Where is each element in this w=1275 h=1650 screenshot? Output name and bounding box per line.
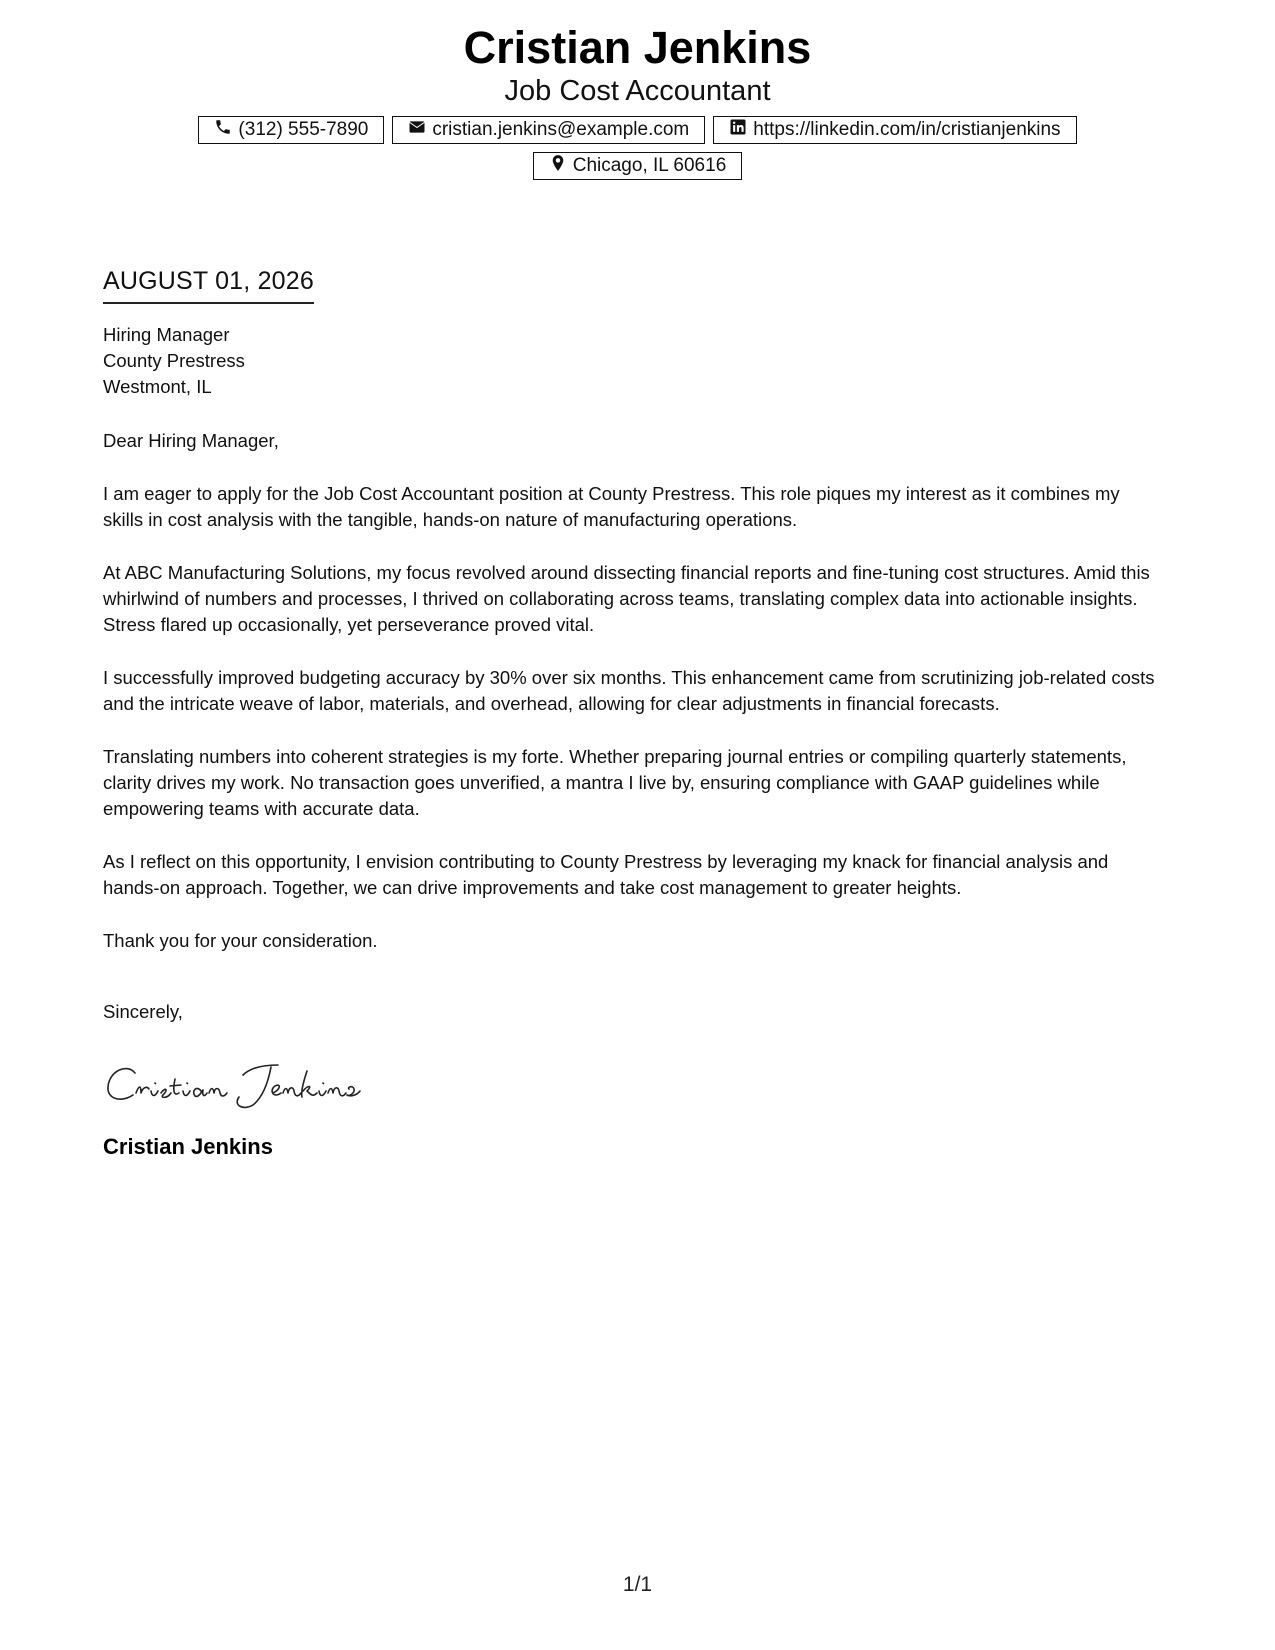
signer-name: Cristian Jenkins (103, 1134, 273, 1159)
recipient-company: County Prestress (103, 350, 245, 371)
recipient-title: Hiring Manager (103, 324, 230, 345)
recipient-block (103, 322, 1163, 400)
letter-body (103, 266, 1163, 1161)
contact-row (0, 116, 1275, 144)
candidate-name: Cristian Jenkins (463, 22, 812, 73)
contact-row-2 (0, 152, 1275, 180)
phone-text: (312) 555-7890 (238, 119, 369, 140)
email-contact[interactable] (392, 116, 705, 144)
closing: Sincerely, (103, 1001, 183, 1022)
letter-date: AUGUST 01, 2026 (103, 267, 314, 295)
salutation: Dear Hiring Manager, (103, 430, 279, 451)
signature-drawing (103, 1053, 363, 1113)
paragraph-5: As I reflect on this opportunity, I envision contributing to County Prestress by leveraging my knack for financial analysis and hands-on approach. Together, we can drive improvements and take cost management to greater heights. (103, 851, 1109, 898)
phone-icon (214, 118, 232, 142)
paragraph-1: I am eager to apply for the Job Cost Accountant position at County Prestress. This role piques my interest as it combines my skills in cost analysis with the tangible, hands-on nature of manufacturing operations. (103, 483, 1120, 530)
location-text: Chicago, IL 60616 (572, 155, 727, 176)
paragraph-3: I successfully improved budgeting accuracy by 30% over six months. This enhancement came from scrutinizing job-related costs and the intricate weave of labor, materials, and overhead, allowing for clear adjustments in financial forecasts. (103, 667, 1155, 714)
location-contact (533, 152, 743, 180)
job-title: Job Cost Accountant (504, 75, 771, 107)
recipient-location: Westmont, IL (103, 376, 212, 397)
letter-header (0, 22, 1275, 180)
envelope-icon (408, 118, 426, 142)
linkedin-contact[interactable] (713, 116, 1076, 144)
date-block (103, 266, 314, 304)
handwritten-signature (103, 1053, 1163, 1113)
paragraph-4: Translating numbers into coherent strategies is my forte. Whether preparing journal entries or compiling quarterly statements, clarity drives my work. No transaction goes unverified, a mantra I live by, ensuring compliance with GAAP guidelines while empowering teams with accurate data. (103, 746, 1127, 819)
page-number: 1/1 (622, 1573, 653, 1596)
email-text: cristian.jenkins@example.com (432, 119, 690, 140)
paragraph-2: At ABC Manufacturing Solutions, my focus revolved around dissecting financial reports and fine-tuning cost structures. Amid this whirlwind of numbers and processes, I thrived on collaborating across teams, translating complex data into actionable insights. Stress flared up occasionally, yet perseverance proved vital. (103, 562, 1150, 635)
thank-you-line: Thank you for your consideration. (103, 930, 378, 951)
linkedin-icon (729, 118, 747, 142)
phone-contact[interactable] (198, 116, 384, 144)
linkedin-text: https://linkedin.com/in/cristianjenkins (753, 119, 1061, 140)
map-pin-icon (549, 154, 567, 178)
